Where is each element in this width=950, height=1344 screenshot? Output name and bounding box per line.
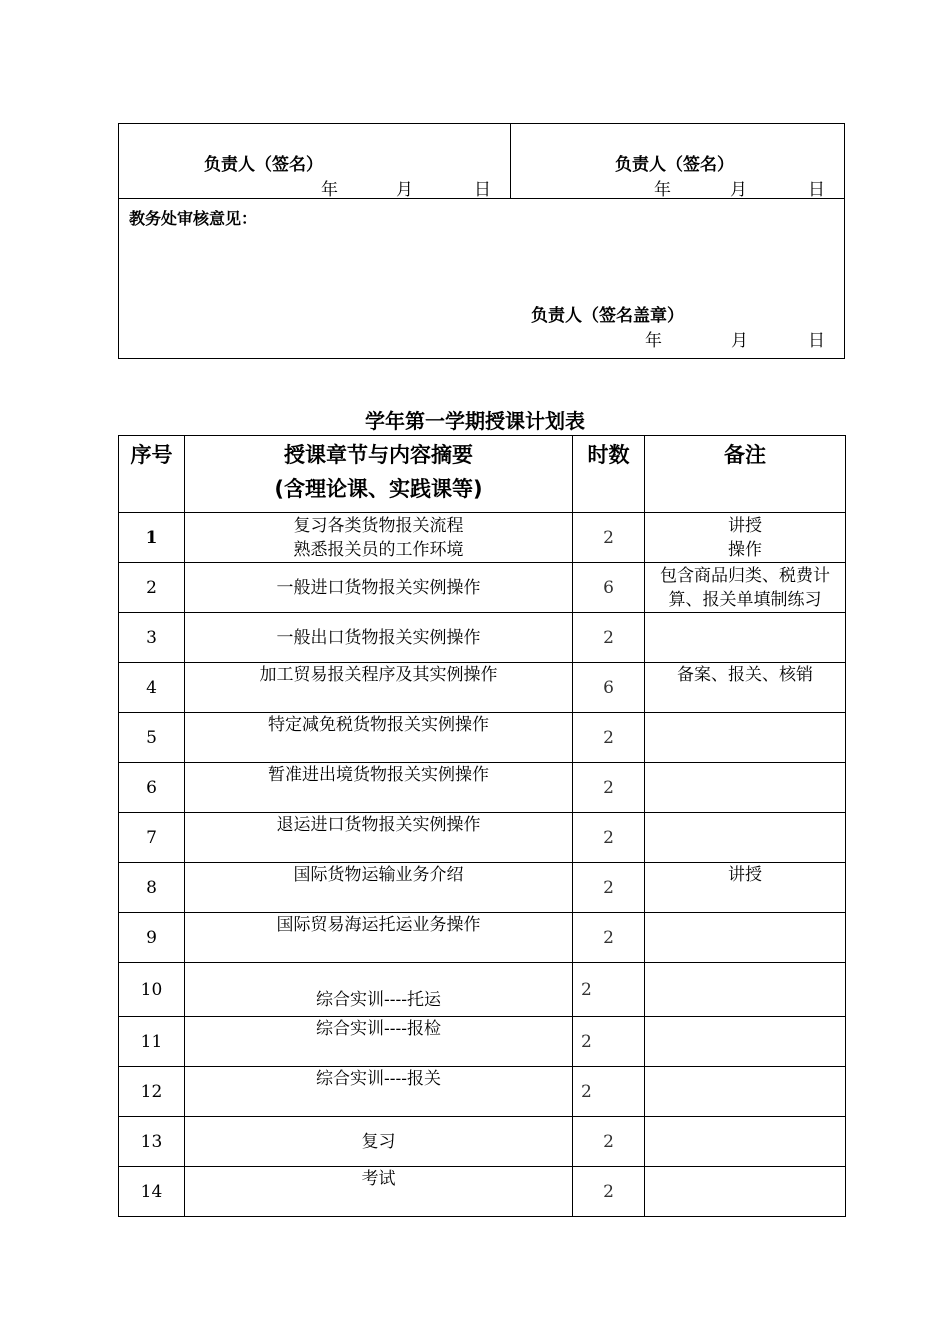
table-row: [119, 513, 846, 563]
row-note: [645, 1167, 846, 1217]
header-content-line1: 授课章节与内容摘要: [284, 443, 473, 467]
row-content: [185, 1117, 573, 1167]
row-content-line: 复习: [361, 1131, 396, 1152]
left-signature-label: 负责人（签名）: [204, 155, 323, 175]
row-content-line: 加工贸易报关程序及其实例操作: [259, 665, 498, 685]
row-content-line: 一般进口货物报关实例操作: [276, 577, 481, 598]
row-content: [185, 913, 573, 963]
row-content: [185, 513, 573, 563]
table-row: [119, 1167, 846, 1217]
table-row: [119, 763, 846, 813]
row-note: [645, 1067, 846, 1117]
row-content-line: 一般出口货物报关实例操作: [276, 627, 481, 648]
row-hours: 2: [573, 913, 645, 963]
table-row: [119, 1067, 846, 1117]
row-hours: 2: [573, 1167, 645, 1217]
row-note: [645, 763, 846, 813]
row-note: [645, 563, 846, 613]
row-note: [645, 1017, 846, 1067]
header-notes-text: 备注: [724, 443, 766, 467]
row-note-line: 操作: [728, 539, 762, 560]
signature-row: [119, 124, 844, 199]
opinion-label: 教务处审核意见：: [129, 209, 258, 228]
header-row: [119, 436, 846, 513]
row-hours: 2: [573, 813, 645, 863]
row-note: [645, 863, 846, 913]
plan-title: 学年第一学期授课计划表: [365, 409, 585, 433]
header-hours: [573, 436, 645, 513]
row-seq: 6: [119, 763, 185, 813]
header-seq-text: 序号: [130, 443, 173, 467]
row-note-line: 备案、报关、核销: [677, 665, 813, 685]
right-year: 年: [654, 180, 671, 200]
header-content-line2: (含理论课、实践课等): [274, 477, 483, 501]
right-day: 日: [808, 180, 825, 200]
table-row: [119, 913, 846, 963]
row-note: [645, 663, 846, 713]
table-row: [119, 863, 846, 913]
row-hours: 2: [573, 1067, 645, 1117]
row-hours: 2: [573, 613, 645, 663]
row-seq: 7: [119, 813, 185, 863]
row-hours: 6: [573, 663, 645, 713]
row-seq: 8: [119, 863, 185, 913]
row-content-line: 考试: [361, 1169, 396, 1189]
row-seq: 9: [119, 913, 185, 963]
row-content-line: 综合实训----报关: [316, 1069, 441, 1089]
row-content-line: 国际贸易海运托运业务操作: [276, 915, 481, 935]
header-content: [185, 436, 573, 513]
row-note: [645, 813, 846, 863]
row-content-line: 综合实训----报检: [316, 1019, 441, 1039]
table-row: [119, 663, 846, 713]
row-content: [185, 813, 573, 863]
approval-table: [118, 123, 845, 359]
row-content: [185, 1167, 573, 1217]
table-row: [119, 613, 846, 663]
row-content: [185, 763, 573, 813]
row-note: [645, 613, 846, 663]
row-hours: 2: [573, 763, 645, 813]
row-content: [185, 563, 573, 613]
stamp-year: 年: [645, 331, 662, 351]
row-hours: 2: [573, 863, 645, 913]
row-seq: 11: [119, 1017, 185, 1067]
row-content-line: 暂准进出境货物报关实例操作: [268, 765, 489, 785]
row-content-line: 熟悉报关员的工作环境: [293, 539, 464, 560]
header-notes: [645, 436, 846, 513]
row-content-line: 复习各类货物报关流程: [293, 515, 464, 536]
row-content: [185, 713, 573, 763]
table-row: [119, 1017, 846, 1067]
row-seq: 13: [119, 1117, 185, 1167]
row-seq: 4: [119, 663, 185, 713]
stamp-month: 月: [731, 331, 748, 351]
plan-table: [118, 435, 846, 1217]
row-seq: 5: [119, 713, 185, 763]
table-row: [119, 713, 846, 763]
header-hours-text: 时数: [587, 443, 630, 467]
table-row: [119, 563, 846, 613]
row-hours: 2: [573, 1117, 645, 1167]
stamp-signature-label: 负责人（签名盖章）: [531, 306, 684, 326]
row-content: [185, 863, 573, 913]
row-hours: 6: [573, 563, 645, 613]
row-note-line: 算、报关单填制练习: [668, 589, 822, 610]
row-note: [645, 1117, 846, 1167]
row-seq: 2: [119, 563, 185, 613]
row-content: [185, 663, 573, 713]
left-day: 日: [474, 180, 491, 200]
right-month: 月: [730, 180, 747, 200]
row-seq: 3: [119, 613, 185, 663]
row-note: [645, 513, 846, 563]
row-content: [185, 613, 573, 663]
row-note-line: 讲授: [728, 865, 762, 885]
row-content-line: 特定减免税货物报关实例操作: [268, 715, 489, 735]
signature-divider: [510, 124, 511, 199]
row-content: [185, 963, 573, 1017]
table-row: [119, 963, 846, 1017]
table-row: [119, 1117, 846, 1167]
left-year: 年: [321, 180, 338, 200]
row-hours: 2: [573, 713, 645, 763]
row-seq: 12: [119, 1067, 185, 1117]
left-month: 月: [396, 180, 413, 200]
row-note: [645, 963, 846, 1017]
row-seq: 1: [119, 513, 185, 563]
row-note: [645, 713, 846, 763]
row-hours: 2: [573, 1017, 645, 1067]
row-content: [185, 1067, 573, 1117]
row-note-line: 包含商品归类、税费计: [660, 565, 830, 586]
row-hours: 2: [573, 963, 645, 1017]
row-content-line: 国际货物运输业务介绍: [293, 865, 464, 885]
stamp-day: 日: [808, 331, 825, 351]
row-content-line: 综合实训----托运: [316, 990, 441, 1010]
row-seq: 14: [119, 1167, 185, 1217]
row-hours: 2: [573, 513, 645, 563]
row-note-line: 讲授: [728, 515, 762, 536]
row-content: [185, 1017, 573, 1067]
row-seq: 10: [119, 963, 185, 1017]
table-row: [119, 813, 846, 863]
right-signature-label: 负责人（签名）: [615, 155, 734, 175]
header-seq: [119, 436, 185, 513]
row-note: [645, 913, 846, 963]
row-content-line: 退运进口货物报关实例操作: [276, 815, 481, 835]
